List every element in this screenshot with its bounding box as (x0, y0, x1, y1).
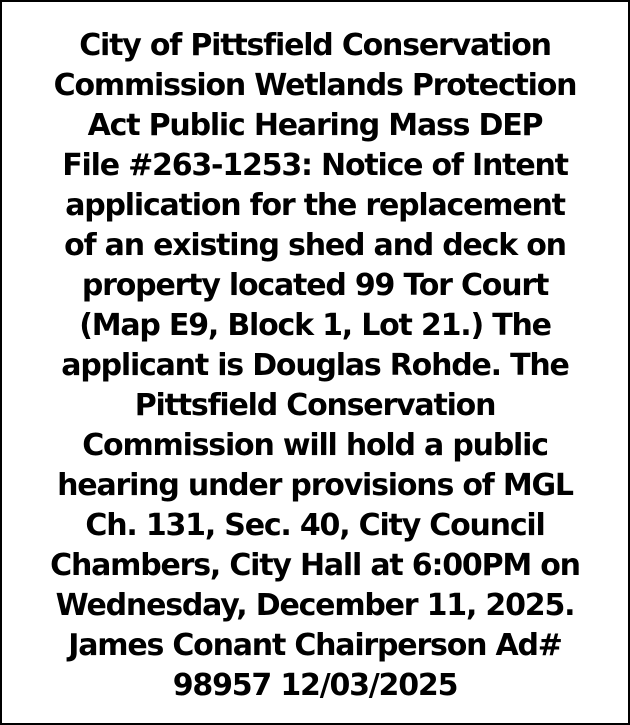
notice-text: City of Pittsfield Conservation Commission Wetlands Protection Act Public Hearing Mass DEP File #263-1253: Notice of Intent application for the replacement of an existing shed and deck on property located 99 Tor Court (Map E9, Block 1, Lot 21.) The applicant is Douglas Rohde. The Pittsfield Conservation Commission will hold a public hearing under provisions of MGL Ch. 131, Sec. 40, City Council Chambers, City Hall at 6:00PM on Wednesday, December 11, 2025. James Conant Chairperson Ad# 98957 12/03/2025 (50, 28, 580, 703)
